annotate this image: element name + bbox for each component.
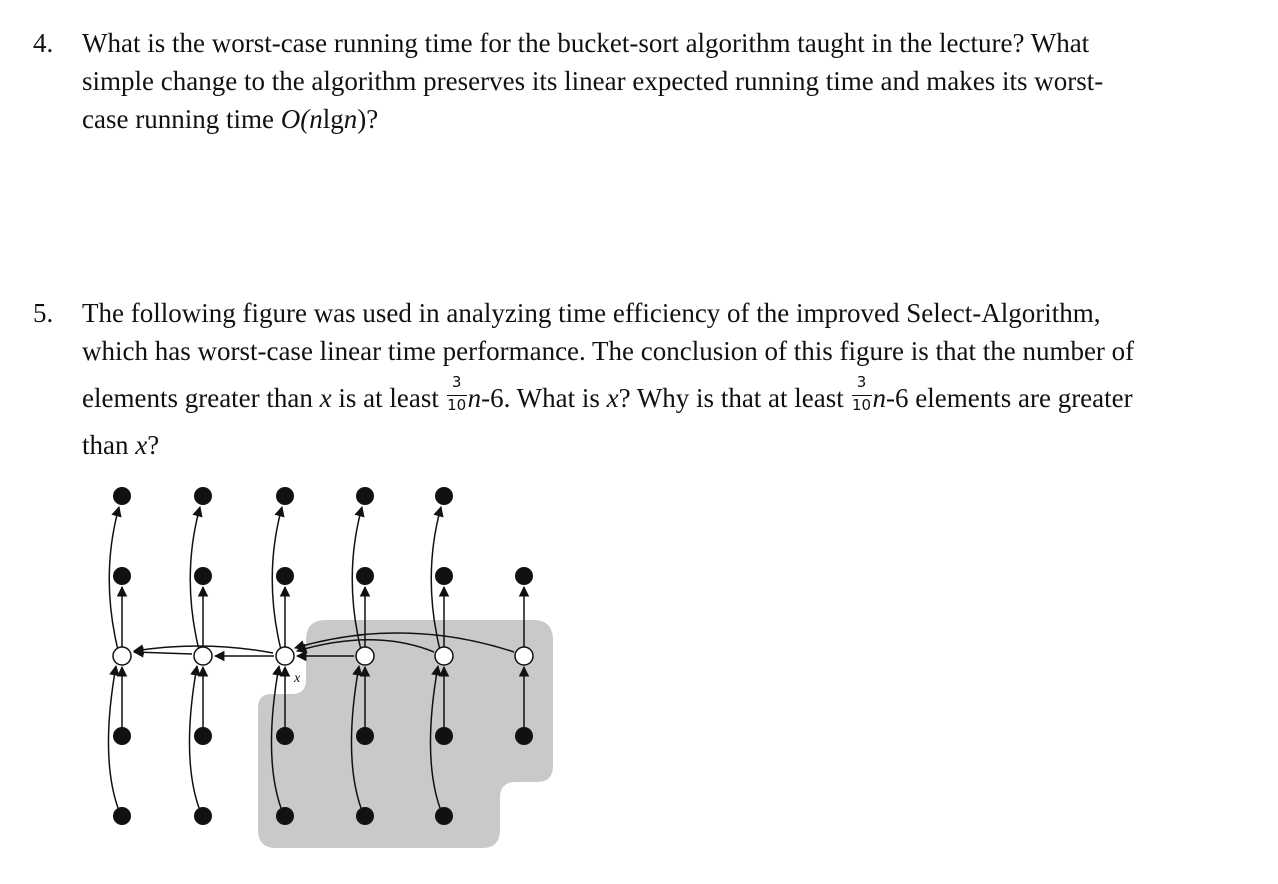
question-line [82,373,1242,417]
element-node [194,727,212,745]
element-node [435,487,453,505]
text-run: )? [357,104,379,134]
fraction-numerator: 3 [451,373,462,391]
text-run: -6. What is [481,383,607,413]
median-of-medians-figure [90,478,560,854]
element-node [435,727,453,745]
text-run: ? [147,430,160,460]
text-run: case running time [82,104,281,134]
element-node [113,807,131,825]
text-run: elements greater than [82,383,320,413]
text-run: ? Why is that at least [618,383,851,413]
fraction [851,373,873,417]
question-line: The following figure was used in analyzing time efficiency of the improved Select-Algorithm, [82,298,1101,328]
element-node [194,567,212,585]
element-node [194,807,212,825]
median-node [194,647,212,665]
median-node [356,647,374,665]
element-node [356,567,374,585]
element-node [113,727,131,745]
median-arrow [134,652,192,654]
element-node [276,487,294,505]
question-line: What is the worst-case running time for the bucket-sort algorithm taught in the lecture? What [82,28,1090,58]
element-node [194,487,212,505]
x-label: x [294,671,301,686]
question-line: simple change to the algorithm preserves its linear expected running time and makes its worst- [82,66,1104,96]
median-node [435,647,453,665]
element-node [356,727,374,745]
element-node [113,487,131,505]
median-node [276,647,294,665]
math-x: x [606,383,619,413]
text-run: than [82,430,136,460]
question-text [82,294,1242,464]
highlight-region [258,620,553,848]
element-node [515,567,533,585]
question-number: 5. [33,298,54,328]
element-node [113,567,131,585]
fraction-numerator: 3 [856,373,867,391]
text-run: -6 elements are greater [886,383,1133,413]
question-line: which has worst-case linear time performance. The conclusion of this figure is that the number of [82,336,1135,366]
element-node [356,487,374,505]
element-node [276,567,294,585]
math-x: x [135,430,148,460]
fraction-denominator: 10 [851,396,872,414]
math-lg: lg [322,104,344,134]
math-big-o: O(n [280,104,323,134]
element-node [435,807,453,825]
fraction [446,373,468,417]
math-n: n [872,383,887,413]
math-n: n [467,383,482,413]
question-number: 4. [33,28,54,58]
math-n: n [343,104,358,134]
median-node [113,647,131,665]
element-node [515,727,533,745]
question-line [82,426,1242,464]
fraction-denominator: 10 [447,396,467,414]
question-text [82,24,1242,138]
median-node [515,647,533,665]
element-node [356,807,374,825]
math-x: x [319,383,332,413]
element-node [276,807,294,825]
question-line [82,100,1242,138]
text-run: is at least [331,383,446,413]
element-node [276,727,294,745]
element-node [435,567,453,585]
